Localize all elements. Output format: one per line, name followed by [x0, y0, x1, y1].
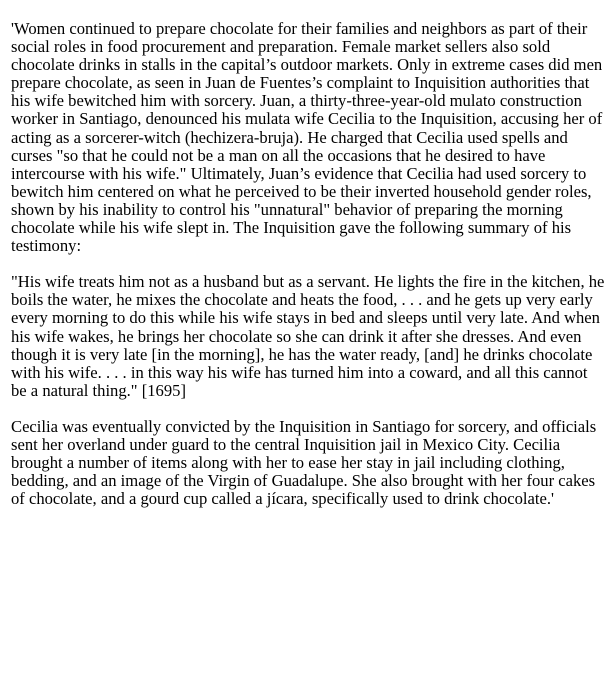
- conclusion-paragraph: Cecilia was eventually convicted by the Inquisition in Santiago for sorcery, and officials sent her overland under guard to the central Inquisition jail in Mexico City. Cecilia brought a number of items along with her to ease her stay in jail including clothing, bedding, and an image of the Virgin of Guadalupe. She also brought with her four cakes of chocolate, and a gourd cup called a jícara, specifically used to drink chocolate.': [11, 416, 597, 509]
- testimony-quote-paragraph: "His wife treats him not as a husband but as a servant. He lights the fire in the kitchen, he boils the water, he mixes the chocolate and heats the food, . . . and he gets up very early every morning to do this while his wife stays in bed and sleeps until very late. And when his wife wakes, he brings her chocolate so she can drink it after she dresses. And even though it is very late [in the morning], he has the water ready, [and] he drinks chocolate with his wife. . . . in this way his wife has turned him into a coward, and all this cannot be a natural thing." [1695]: [11, 272, 605, 400]
- intro-paragraph: 'Women continued to prepare chocolate for their families and neighbors as part of their social roles in food procurement and preparation. Female market sellers also sold chocolate drinks in stalls in the capital’s outdoor markets. Only in extreme cases did men prepare chocolate, as seen in Juan de Fuentes’s complaint to Inquisition authorities that his wife bewitched him with sorcery. Juan, a thirty-three-year-old mulato construction worker in Santiago, denounced his mulata wife Cecilia to the Inquisition, accusing her of acting as a sorcerer-witch (hechizera-bruja). He charged that Cecilia used spells and curses "so that he could not be a man on all the occasions that he desired to have intercourse with his wife." Ultimately, Juan’s evidence that Cecilia had used sorcery to bewitch him centered on what he perceived to be their inverted household gender roles, shown by his inability to control his "unnatural" behavior of preparing the morning chocolate while his wife slept in. The Inquisition gave the following summary of his testimony:: [11, 19, 603, 256]
